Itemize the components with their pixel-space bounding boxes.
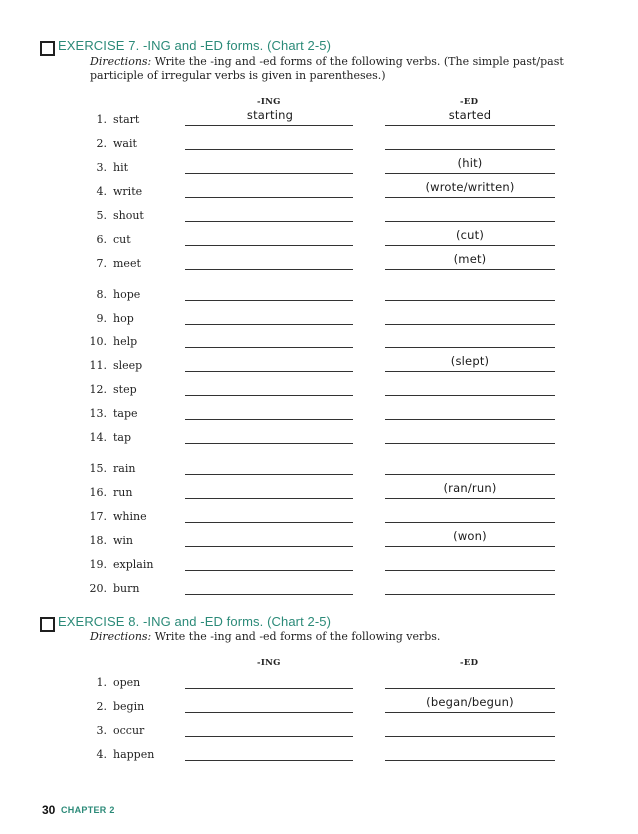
ing-answer-text: starting (246, 108, 294, 122)
verb-word: happen (113, 748, 155, 761)
verb-row (0, 582, 638, 602)
verb-word: cut (113, 233, 131, 246)
verb-row (0, 383, 638, 403)
item-number: 14. (89, 431, 107, 444)
ed-answer-text: (won) (453, 529, 487, 543)
ed-answer-blank[interactable] (385, 245, 555, 246)
ed-answer-text: (began/begun) (426, 695, 514, 709)
exercise-8-checkbox[interactable] (40, 617, 55, 632)
verb-row (0, 748, 638, 768)
ing-answer-blank[interactable] (185, 221, 353, 222)
ed-answer-blank[interactable] (385, 125, 555, 126)
verb-row (0, 407, 638, 427)
ed-answer-blank[interactable] (385, 498, 555, 499)
ed-answer-blank[interactable] (385, 443, 555, 444)
ed-answer-blank[interactable] (385, 760, 555, 761)
ed-answer-blank[interactable] (385, 221, 555, 222)
page-number: 30 (42, 803, 56, 817)
verb-word: tap (113, 431, 132, 444)
verb-word: tape (113, 407, 138, 420)
ed-answer-blank[interactable] (385, 197, 555, 198)
item-number: 3. (96, 724, 107, 737)
verb-word: burn (113, 582, 140, 595)
ed-answer-blank[interactable] (385, 300, 555, 301)
ed-answer-blank[interactable] (385, 324, 555, 325)
verb-row (0, 695, 638, 720)
verb-row (0, 481, 638, 506)
verb-row (0, 288, 638, 308)
ed-answer-blank[interactable] (385, 570, 555, 571)
ing-answer-blank[interactable] (185, 522, 353, 523)
ed-answer-text: (cut) (455, 228, 485, 242)
ing-answer-blank[interactable] (185, 324, 353, 325)
exercise-7-checkbox[interactable] (40, 41, 55, 56)
ing-answer-blank[interactable] (185, 760, 353, 761)
ed-answer-blank[interactable] (385, 269, 555, 270)
ed-answer-text: (ran/run) (443, 481, 497, 495)
item-number: 5. (96, 209, 107, 222)
ed-answer-blank[interactable] (385, 546, 555, 547)
verb-word: help (113, 335, 138, 348)
ed-answer-blank[interactable] (385, 736, 555, 737)
verb-word: whine (113, 510, 147, 523)
item-number: 3. (96, 161, 107, 174)
verb-word: hope (113, 288, 141, 301)
item-number: 17. (89, 510, 107, 523)
ing-answer-blank[interactable] (185, 395, 353, 396)
verb-row (0, 180, 638, 205)
ed-answer-blank[interactable] (385, 474, 555, 475)
verb-row (0, 724, 638, 744)
item-number: 12. (89, 383, 107, 396)
verb-word: start (113, 113, 140, 126)
item-number: 18. (89, 534, 107, 547)
exercise-7-title: EXERCISE 7. -ING and -ED forms. (Chart 2-5) (58, 38, 332, 53)
verb-row (0, 108, 638, 133)
ed-answer-text: (hit) (457, 156, 483, 170)
chapter-label: CHAPTER 2 (61, 805, 115, 815)
ing-answer-blank[interactable] (185, 419, 353, 420)
item-number: 2. (96, 700, 107, 713)
ing-answer-blank[interactable] (185, 197, 353, 198)
verb-row (0, 558, 638, 578)
ing-answer-blank[interactable] (185, 149, 353, 150)
ing-answer-blank[interactable] (185, 688, 353, 689)
verb-word: open (113, 676, 141, 689)
verb-row (0, 529, 638, 554)
verb-word: rain (113, 462, 136, 475)
exercise-8-title: EXERCISE 8. -ING and -ED forms. (Chart 2-5) (58, 614, 332, 629)
ed-answer-blank[interactable] (385, 594, 555, 595)
ing-answer-blank[interactable] (185, 498, 353, 499)
verb-row (0, 354, 638, 379)
verb-word: begin (113, 700, 145, 713)
item-number: 1. (96, 676, 107, 689)
ing-answer-blank[interactable] (185, 712, 353, 713)
item-number: 19. (89, 558, 107, 571)
ing-answer-blank[interactable] (185, 269, 353, 270)
ed-answer-blank[interactable] (385, 395, 555, 396)
verb-word: step (113, 383, 137, 396)
column-header-ed: -ED (460, 658, 479, 668)
ed-answer-blank[interactable] (385, 522, 555, 523)
verb-row (0, 252, 638, 277)
item-number: 4. (96, 185, 107, 198)
verb-word: hit (113, 161, 129, 174)
exercise-7-directions (90, 55, 580, 83)
verb-word: explain (113, 558, 154, 571)
ing-answer-blank[interactable] (185, 546, 353, 547)
ing-answer-blank[interactable] (185, 245, 353, 246)
item-number: 2. (96, 137, 107, 150)
ed-answer-blank[interactable] (385, 371, 555, 372)
directions-text: Write the -ing and -ed forms of the following verbs. (154, 630, 441, 643)
directions-label: Directions: (90, 55, 152, 68)
verb-word: write (113, 185, 143, 198)
verb-row (0, 510, 638, 530)
ing-answer-blank[interactable] (185, 347, 353, 348)
verb-row (0, 335, 638, 355)
item-number: 10. (89, 335, 107, 348)
verb-row (0, 676, 638, 696)
item-number: 8. (96, 288, 107, 301)
verb-word: sleep (113, 359, 143, 372)
verb-row (0, 431, 638, 451)
ed-answer-blank[interactable] (385, 419, 555, 420)
item-number: 1. (96, 113, 107, 126)
column-header-ing: -ING (257, 658, 281, 668)
verb-word: occur (113, 724, 145, 737)
ed-answer-text: started (448, 108, 492, 122)
ing-answer-blank[interactable] (185, 371, 353, 372)
exercise-8-directions (90, 630, 580, 644)
ing-answer-blank[interactable] (185, 594, 353, 595)
ed-answer-text: (wrote/written) (425, 180, 515, 194)
item-number: 11. (89, 359, 107, 372)
item-number: 15. (89, 462, 107, 475)
verb-word: hop (113, 312, 134, 325)
verb-row (0, 462, 638, 482)
column-header-ed: -ED (460, 97, 479, 107)
verb-row (0, 137, 638, 157)
ed-answer-text: (met) (453, 252, 487, 266)
item-number: 20. (89, 582, 107, 595)
item-number: 9. (96, 312, 107, 325)
verb-row (0, 156, 638, 181)
column-header-ing: -ING (257, 97, 281, 107)
item-number: 4. (96, 748, 107, 761)
verb-row (0, 209, 638, 229)
verb-row (0, 228, 638, 253)
ing-answer-blank[interactable] (185, 443, 353, 444)
ing-answer-blank[interactable] (185, 474, 353, 475)
directions-text: Write the -ing and -ed forms of the following verbs. (The simple past/past participle of irregular verbs is given in parentheses.) (90, 55, 564, 82)
ed-answer-blank[interactable] (385, 149, 555, 150)
directions-label: Directions: (90, 630, 152, 643)
item-number: 13. (89, 407, 107, 420)
item-number: 7. (96, 257, 107, 270)
verb-word: wait (113, 137, 137, 150)
item-number: 6. (96, 233, 107, 246)
ing-answer-blank[interactable] (185, 300, 353, 301)
verb-word: shout (113, 209, 144, 222)
ed-answer-blank[interactable] (385, 347, 555, 348)
ed-answer-text: (slept) (450, 354, 490, 368)
ing-answer-blank[interactable] (185, 570, 353, 571)
ing-answer-blank[interactable] (185, 736, 353, 737)
verb-word: meet (113, 257, 141, 270)
ing-answer-blank[interactable] (185, 173, 353, 174)
ed-answer-blank[interactable] (385, 712, 555, 713)
item-number: 16. (89, 486, 107, 499)
ed-answer-blank[interactable] (385, 688, 555, 689)
ed-answer-blank[interactable] (385, 173, 555, 174)
verb-word: win (113, 534, 134, 547)
ing-answer-blank[interactable] (185, 125, 353, 126)
verb-word: run (113, 486, 133, 499)
verb-row (0, 312, 638, 332)
